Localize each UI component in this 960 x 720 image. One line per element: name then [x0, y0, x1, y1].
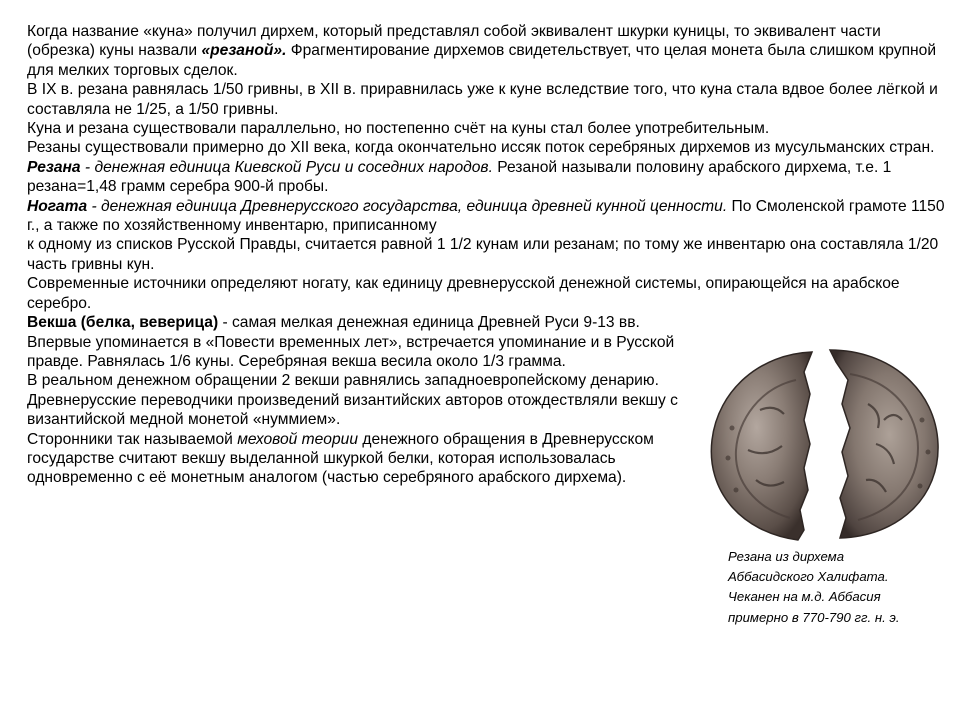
- caption-line-2: Аббасидского Халифата.: [728, 569, 889, 585]
- nogata-description-1: По Смоленской грамоте 1150 г., а также по хозяйственному инвентарю, приписанному: [27, 197, 945, 235]
- fur-theory-term: меховой теории: [237, 430, 359, 448]
- paragraph-1-rest: Фрагментирование дирхемов свидетельствует, что целая монета была слишком крупной для мелких торговых сделок.: [27, 42, 937, 79]
- caption-line-3: Чеканен на м.д. Аббасия: [728, 589, 881, 605]
- caption-line-1: Резана из дирхема: [728, 549, 845, 564]
- nogata-heading: Ногата: [27, 197, 88, 215]
- paragraph-2: В IX в. резана равнялась 1/50 гривны, в XII в. приравнилась уже к куне вследствие того, что куна стала вдвое более лёгкой и составляла не 1/25, а 1/50 гривны.: [27, 81, 938, 118]
- rezana-term-emphasis: «резаной».: [201, 42, 287, 60]
- paragraph-nogata-sources: Современные источники определяют ногату, как единицу древнерусской денежной системы, опирающейся на арабское серебро.: [27, 275, 900, 312]
- fur-theory-rest: денежного обращения в Древнерусском государстве считают векшу выделанной шкуркой белки, которая использовалась одновременно с её монетным аналогом (частью серебряного арабского дирхема).: [27, 430, 654, 487]
- paragraph-nogata: [27, 197, 947, 275]
- paragraph-veksha-denarius: В реальном денежном обращении 2 векши равнялись западноевропейскому денарию. Древнерусские переводчики произведений византийских авторов отождествляли векшу с византийской медной монетой «нуммием».: [27, 372, 678, 429]
- veksha-description: - самая мелкая денежная единица Древней Руси 9-13 вв. Впервые упоминается в «Повести временных лет», встречается упоминание и в Русской правде. Равнялась 1/6 куны. Серебряная векша весила около 1/3 грамма.: [27, 314, 675, 370]
- rezana-definition: - денежная единица Киевской Руси и соседних народов.: [80, 158, 493, 176]
- paragraph-3: Куна и резана существовали параллельно, но постепенно счёт на куны стал более употребительным.: [27, 120, 770, 138]
- coin-caption: [728, 547, 948, 628]
- paragraph-fur-theory: [27, 430, 695, 488]
- nogata-description-2: к одному из списков Русской Правды, считается равной 1 1/2 кунам или резанам; по тому же инвентарю она составляла 1/20 часть гривны кун.: [27, 236, 939, 273]
- paragraph-4: Резаны существовали примерно до XII века, когда окончательно иссяк поток серебряных дирхемов из мусульманских стран.: [27, 139, 935, 157]
- paragraph-rezana: [27, 158, 947, 197]
- fur-theory-intro: Сторонники так называемой: [27, 430, 238, 448]
- main-text: [27, 22, 947, 488]
- paragraph-1: [27, 22, 947, 80]
- paragraph-1-text: Когда название «куна» получил дирхем, который представлял собой эквивалент шкурки куницы, то эквивалент части (обрезка) куны назвали: [27, 23, 881, 60]
- caption-line-4: примерно в 770-790 гг. н. э.: [728, 609, 900, 625]
- rezana-description: Резаной называли половину арабского дирхема, т.е. 1 резана=1,48 грамм серебра 900-й пробы.: [27, 158, 892, 196]
- paragraph-veksha: [27, 313, 695, 371]
- veksha-heading: Векша (белка, веверица): [27, 314, 219, 332]
- nogata-definition: - денежная единица Древнерусского государства, единица древней кунной ценности.: [87, 197, 728, 215]
- rezana-heading: Резана: [27, 158, 81, 176]
